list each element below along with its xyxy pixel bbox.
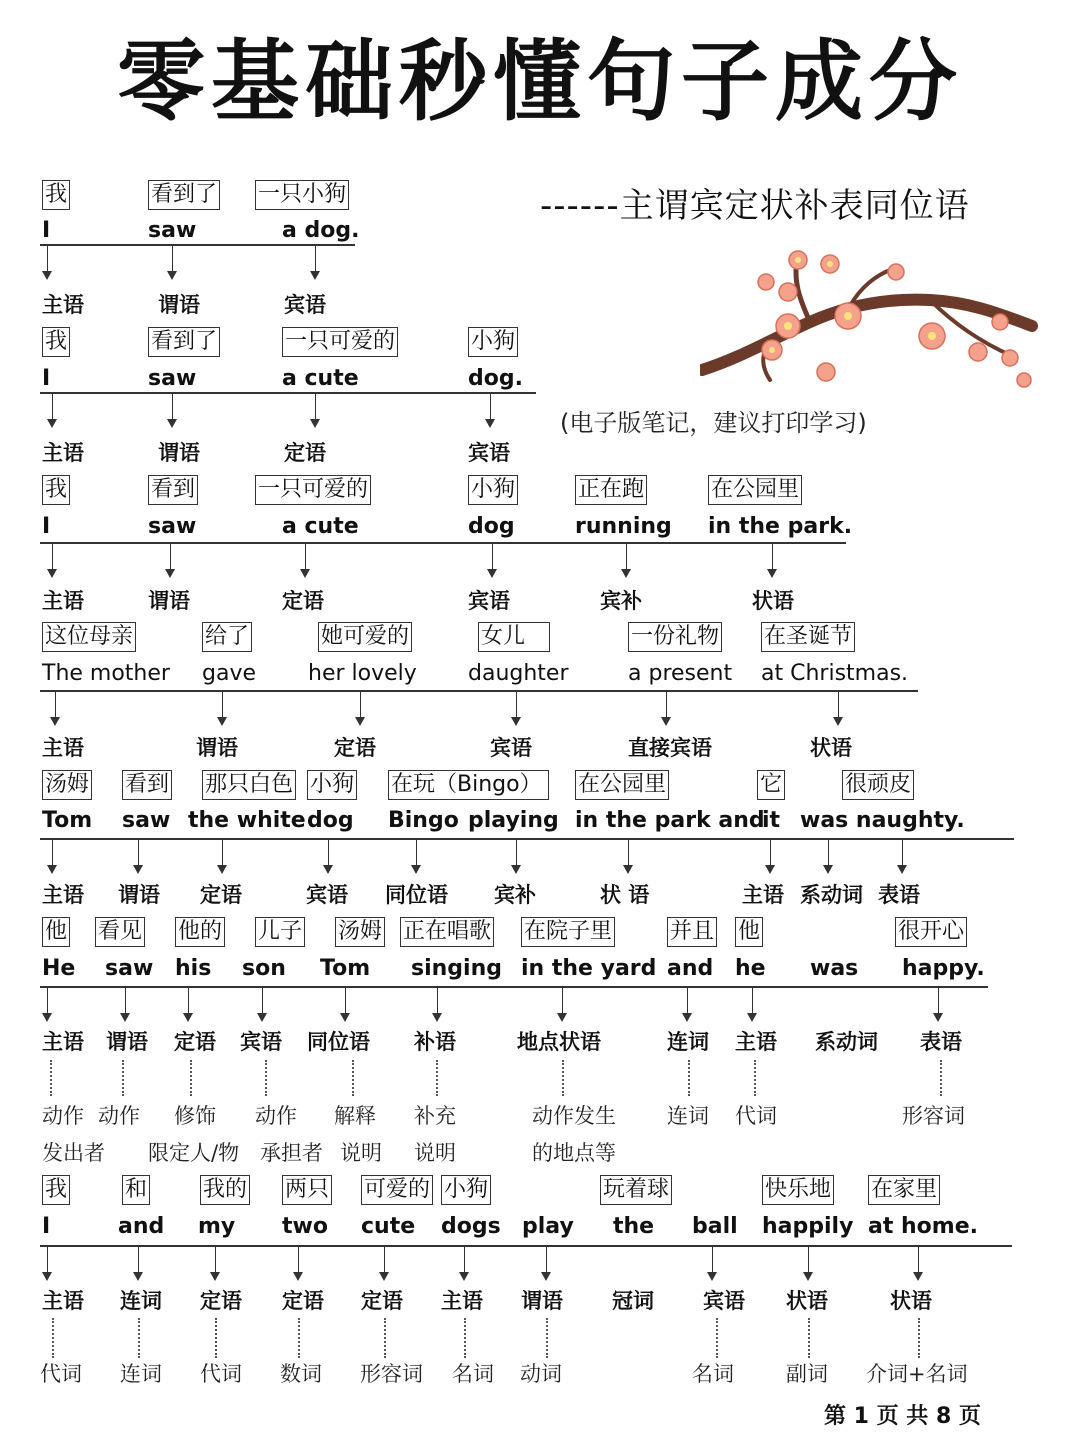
en-word: running	[575, 514, 672, 539]
role-label: 谓语	[521, 1289, 563, 1313]
word-type: 说明	[340, 1141, 382, 1165]
en-word: two	[282, 1214, 328, 1239]
word-type: 动作发生	[532, 1104, 616, 1128]
role-label: 谓语	[158, 293, 200, 317]
cn-word: 一只可爱的	[255, 475, 371, 505]
down-arrow-icon	[315, 392, 316, 426]
role-label: 主语	[735, 1030, 777, 1054]
word-type: 补充	[414, 1104, 456, 1128]
en-word: The mother	[42, 661, 170, 686]
role-label: 表语	[878, 883, 920, 907]
cn-word: 他	[735, 917, 763, 947]
down-arrow-icon	[938, 986, 939, 1020]
cn-word: 玩着球	[600, 1175, 672, 1205]
en-word: dog	[468, 514, 515, 539]
down-arrow-icon	[516, 838, 517, 872]
word-type: 承担者	[260, 1141, 323, 1165]
en-word: a present	[628, 661, 733, 686]
down-arrow-icon	[666, 690, 667, 724]
print-note: (电子版笔记，建议打印学习)	[560, 409, 867, 437]
cn-word: 他	[42, 917, 70, 947]
role-label: 定语	[200, 883, 242, 907]
en-word: in the park.	[708, 514, 853, 539]
role-label: 主语	[42, 589, 84, 613]
cn-word: 在院子里	[521, 917, 615, 947]
role-label: 宾语	[468, 589, 510, 613]
role-label: 谓语	[106, 1030, 148, 1054]
role-label: 定语	[361, 1289, 403, 1313]
word-type: 动作	[255, 1104, 297, 1128]
down-arrow-icon	[437, 986, 438, 1020]
word-type: 连词	[667, 1104, 709, 1128]
role-label: 连词	[120, 1289, 162, 1313]
en-word: the white	[188, 808, 306, 833]
role-label: 冠词	[612, 1289, 654, 1313]
role-label: 补语	[414, 1030, 456, 1054]
word-type: 动作	[98, 1104, 140, 1128]
role-label: 宾语	[306, 883, 348, 907]
down-arrow-icon	[772, 542, 773, 576]
dotted-connector	[215, 1318, 217, 1358]
en-word: son	[242, 956, 286, 981]
word-type: 代词	[40, 1362, 82, 1386]
down-arrow-icon	[222, 838, 223, 872]
role-label: 主语	[441, 1289, 483, 1313]
dotted-connector	[918, 1318, 920, 1358]
cn-word: 一份礼物	[628, 622, 722, 652]
dotted-connector	[265, 1060, 267, 1096]
cn-word: 那只白色	[202, 770, 296, 800]
word-type: 代词	[200, 1362, 242, 1386]
down-arrow-icon	[47, 244, 48, 278]
role-label: 系动词	[815, 1030, 878, 1054]
down-arrow-icon	[546, 1245, 547, 1279]
cn-word: 儿子	[255, 917, 305, 947]
role-label: 主语	[42, 1289, 84, 1313]
cn-word: 看到	[122, 770, 172, 800]
role-label: 谓语	[118, 883, 160, 907]
dotted-connector	[50, 1060, 52, 1096]
en-word: saw	[148, 366, 197, 391]
role-label: 直接宾语	[628, 736, 712, 760]
down-arrow-icon	[188, 986, 189, 1020]
en-word: saw	[105, 956, 154, 981]
dotted-connector	[122, 1060, 124, 1096]
role-label: 宾补	[494, 883, 536, 907]
role-label: 系动词	[800, 883, 863, 907]
en-word: Tom	[320, 956, 371, 981]
dotted-connector	[940, 1060, 942, 1096]
word-type: 数词	[280, 1362, 322, 1386]
en-word: daughter	[468, 661, 569, 686]
en-word: was naughty.	[800, 808, 965, 833]
word-type: 介词+名词	[866, 1362, 968, 1386]
en-word: it	[762, 808, 781, 833]
cn-word: 很开心	[895, 917, 967, 947]
cn-word: 我	[42, 327, 70, 357]
dotted-connector	[190, 1060, 192, 1096]
cn-word: 两只	[282, 1175, 332, 1205]
word-type: 副词	[786, 1362, 828, 1386]
dotted-connector	[52, 1318, 54, 1358]
cn-word: 在公园里	[575, 770, 669, 800]
down-arrow-icon	[172, 244, 173, 278]
en-word: I	[42, 1214, 51, 1239]
role-label: 主语	[42, 1030, 84, 1054]
cn-word: 小狗	[307, 770, 357, 800]
down-arrow-icon	[902, 838, 903, 872]
en-word: play	[522, 1214, 574, 1239]
dotted-connector	[436, 1060, 438, 1096]
down-arrow-icon	[52, 838, 53, 872]
word-type: 动词	[520, 1362, 562, 1386]
en-word: a cute	[282, 366, 359, 391]
role-label: 谓语	[196, 736, 238, 760]
down-arrow-icon	[345, 986, 346, 1020]
role-label: 地点状语	[517, 1030, 601, 1054]
role-label: 宾语	[703, 1289, 745, 1313]
en-word: singing	[411, 956, 502, 981]
role-label: 定语	[282, 1289, 324, 1313]
role-label: 状语	[890, 1289, 932, 1313]
en-word: Tom	[42, 808, 93, 833]
en-word: and	[118, 1214, 165, 1239]
role-label: 定语	[284, 441, 326, 465]
cn-word: 这位母亲	[42, 622, 136, 652]
down-arrow-icon	[770, 838, 771, 872]
down-arrow-icon	[808, 1245, 809, 1279]
en-word: a cute	[282, 514, 359, 539]
cn-word: 看到	[148, 475, 198, 505]
cn-word: 看到了	[148, 180, 220, 210]
en-word: he	[735, 956, 766, 981]
cn-word: 在玩（Bingo）	[388, 770, 549, 800]
down-arrow-icon	[215, 1245, 216, 1279]
down-arrow-icon	[384, 1245, 385, 1279]
role-label: 状语	[752, 589, 794, 613]
cn-word: 我	[42, 475, 70, 505]
down-arrow-icon	[298, 1245, 299, 1279]
en-word: I	[42, 514, 51, 539]
dotted-connector	[464, 1318, 466, 1358]
sentence-underline	[40, 1245, 1012, 1247]
en-word: and	[667, 956, 714, 981]
word-type: 名词	[692, 1362, 734, 1386]
word-type: 解释	[334, 1104, 376, 1128]
cn-word: 我的	[200, 1175, 250, 1205]
cn-word: 并且	[667, 917, 717, 947]
cn-word: 一只小狗	[255, 180, 349, 210]
en-word: at home.	[868, 1214, 978, 1239]
role-label: 谓语	[158, 441, 200, 465]
word-type: 形容词	[360, 1362, 423, 1386]
role-label: 状语	[810, 736, 852, 760]
cn-word: 一只可爱的	[282, 327, 398, 357]
down-arrow-icon	[305, 542, 306, 576]
cn-word: 看见	[95, 917, 145, 947]
en-word: ball	[692, 1214, 738, 1239]
en-word: saw	[148, 218, 197, 243]
cn-word: 很顽皮	[842, 770, 914, 800]
sentence-underline	[40, 542, 846, 544]
cn-word: 小狗	[468, 327, 518, 357]
cn-word: 正在唱歌	[400, 917, 494, 947]
cn-word: 在圣诞节	[761, 622, 855, 652]
en-word: dog	[307, 808, 354, 833]
en-word: saw	[122, 808, 171, 833]
role-label: 表语	[920, 1030, 962, 1054]
cn-word: 汤姆	[42, 770, 92, 800]
down-arrow-icon	[626, 542, 627, 576]
down-arrow-icon	[838, 690, 839, 724]
cn-word: 在公园里	[708, 475, 802, 505]
down-arrow-icon	[55, 690, 56, 724]
down-arrow-icon	[492, 542, 493, 576]
down-arrow-icon	[918, 1245, 919, 1279]
role-label: 谓语	[148, 589, 190, 613]
cn-word: 女儿	[478, 622, 550, 652]
en-word: my	[198, 1214, 236, 1239]
role-label: 宾语	[240, 1030, 282, 1054]
en-word: his	[175, 956, 212, 981]
dotted-connector	[688, 1060, 690, 1096]
word-type: 动作	[42, 1104, 84, 1128]
cn-word: 我	[42, 1175, 70, 1205]
cn-word: 在家里	[868, 1175, 940, 1205]
down-arrow-icon	[687, 986, 688, 1020]
down-arrow-icon	[172, 392, 173, 426]
en-word: dogs	[441, 1214, 501, 1239]
down-arrow-icon	[52, 542, 53, 576]
sentence-underline	[40, 392, 536, 394]
down-arrow-icon	[125, 986, 126, 1020]
down-arrow-icon	[52, 392, 53, 426]
en-word: playing	[468, 808, 559, 833]
down-arrow-icon	[828, 838, 829, 872]
word-type: 代词	[735, 1104, 777, 1128]
en-word: in the park and	[575, 808, 765, 833]
role-label: 主语	[42, 293, 84, 317]
en-word: cute	[361, 1214, 416, 1239]
cn-word: 快乐地	[762, 1175, 834, 1205]
page-subtitle: ------主谓宾定状补表同位语	[540, 186, 970, 226]
role-label: 同位语	[385, 883, 448, 907]
en-word: was	[810, 956, 859, 981]
cn-word: 我	[42, 180, 70, 210]
role-label: 定语	[282, 589, 324, 613]
down-arrow-icon	[47, 1245, 48, 1279]
dotted-connector	[808, 1318, 810, 1358]
cn-word: 看到了	[148, 327, 220, 357]
role-label: 连词	[667, 1030, 709, 1054]
sentence-underline	[40, 244, 355, 246]
down-arrow-icon	[752, 986, 753, 1020]
word-type: 发出者	[42, 1141, 105, 1165]
role-label: 状语	[786, 1289, 828, 1313]
role-label: 宾补	[600, 589, 642, 613]
down-arrow-icon	[516, 690, 517, 724]
down-arrow-icon	[315, 244, 316, 278]
en-word: at Christmas.	[761, 661, 909, 686]
role-label: 主语	[742, 883, 784, 907]
word-type: 连词	[120, 1362, 162, 1386]
dotted-connector	[138, 1318, 140, 1358]
role-label: 宾语	[490, 736, 532, 760]
cn-word: 和	[122, 1175, 150, 1205]
en-word: her lovely	[308, 661, 417, 686]
role-label: 定语	[200, 1289, 242, 1313]
sentence-underline	[40, 690, 918, 692]
en-word: gave	[202, 661, 257, 686]
cn-word: 可爱的	[361, 1175, 433, 1205]
dotted-connector	[384, 1318, 386, 1358]
down-arrow-icon	[47, 986, 48, 1020]
dotted-connector	[352, 1060, 354, 1096]
cn-word: 他的	[175, 917, 225, 947]
plum-blossom-branch-illustration	[700, 240, 1040, 410]
role-label: 宾语	[284, 293, 326, 317]
down-arrow-icon	[490, 392, 491, 426]
word-type: 名词	[452, 1362, 494, 1386]
down-arrow-icon	[138, 838, 139, 872]
page-number: 第 1 页 共 8 页	[824, 1404, 981, 1429]
sentence-underline	[40, 986, 988, 988]
dotted-connector	[562, 1060, 564, 1096]
down-arrow-icon	[628, 838, 629, 872]
en-word: a dog.	[282, 218, 360, 243]
cn-word: 小狗	[468, 475, 518, 505]
cn-word: 小狗	[441, 1175, 491, 1205]
cn-word: 她可爱的	[318, 622, 412, 652]
en-word: He	[42, 956, 76, 981]
en-word: I	[42, 366, 51, 391]
down-arrow-icon	[262, 986, 263, 1020]
word-type: 修饰	[174, 1104, 216, 1128]
role-label: 主语	[42, 736, 84, 760]
down-arrow-icon	[360, 690, 361, 724]
sentence-underline	[40, 838, 1014, 840]
cn-word: 汤姆	[335, 917, 385, 947]
role-label: 状 语	[600, 883, 650, 907]
page-title: 零基础秒懂句子成分	[116, 29, 963, 133]
down-arrow-icon	[562, 986, 563, 1020]
cn-word: 给了	[202, 622, 252, 652]
en-word: happily	[762, 1214, 854, 1239]
down-arrow-icon	[464, 1245, 465, 1279]
dotted-connector	[546, 1318, 548, 1358]
down-arrow-icon	[328, 838, 329, 872]
role-label: 同位语	[307, 1030, 370, 1054]
word-type: 的地点等	[532, 1141, 616, 1165]
dotted-connector	[298, 1318, 300, 1358]
cn-word: 它	[757, 770, 785, 800]
down-arrow-icon	[138, 1245, 139, 1279]
en-word: Bingo	[388, 808, 459, 833]
role-label: 主语	[42, 441, 84, 465]
role-label: 宾语	[468, 441, 510, 465]
down-arrow-icon	[712, 1245, 713, 1279]
role-label: 定语	[174, 1030, 216, 1054]
word-type: 说明	[414, 1141, 456, 1165]
en-word: the	[613, 1214, 655, 1239]
en-word: saw	[148, 514, 197, 539]
dotted-connector	[716, 1318, 718, 1358]
en-word: I	[42, 218, 51, 243]
down-arrow-icon	[170, 542, 171, 576]
dotted-connector	[754, 1060, 756, 1096]
role-label: 定语	[334, 736, 376, 760]
role-label: 主语	[42, 883, 84, 907]
word-type: 限定人/物	[148, 1141, 240, 1165]
en-word: dog.	[468, 366, 523, 391]
word-type: 形容词	[902, 1104, 965, 1128]
down-arrow-icon	[416, 838, 417, 872]
cn-word: 正在跑	[575, 475, 647, 505]
en-word: in the yard	[521, 956, 657, 981]
en-word: happy.	[902, 956, 985, 981]
down-arrow-icon	[222, 690, 223, 724]
